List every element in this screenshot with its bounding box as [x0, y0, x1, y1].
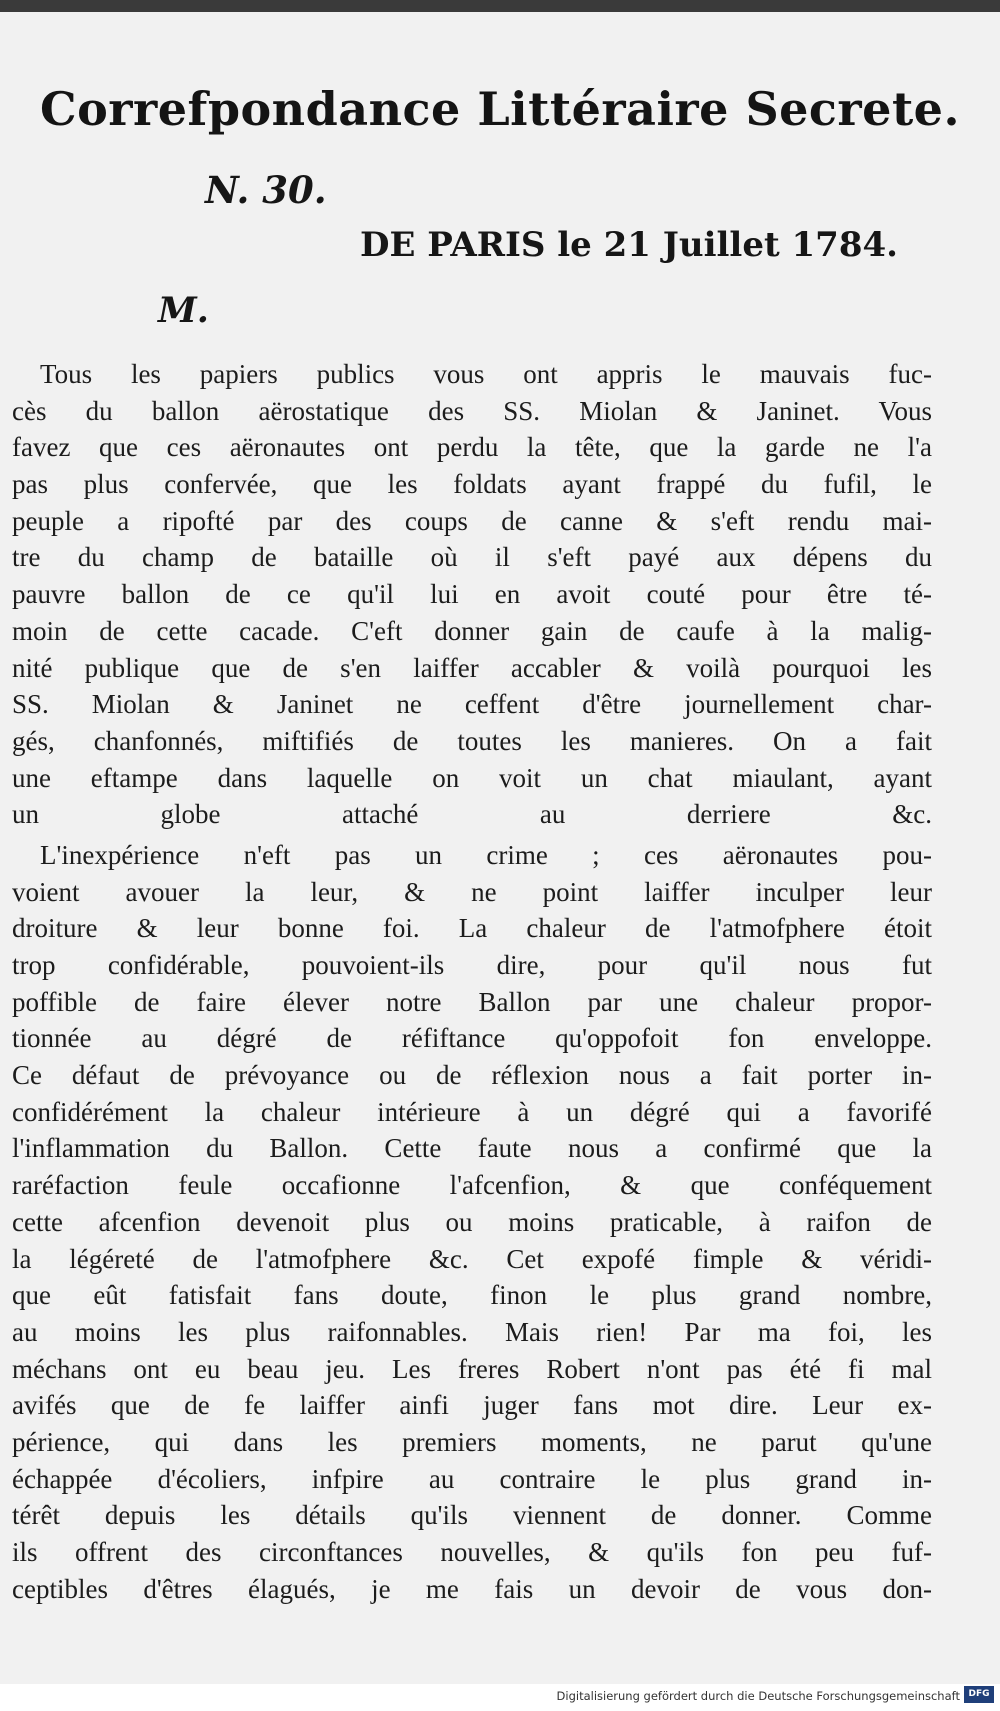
text-line: au moins les plus raifonnables. Mais rien! Par ma foi, les [12, 1316, 932, 1347]
text-line: Tous les papiers publics vous ont appris le mauvais fuc- [40, 359, 932, 389]
text-line: avifés que de fe laiffer ainfi juger fans mot dire. Leur ex- [12, 1390, 932, 1421]
text-line: tionnée au dégré de réfiftance qu'oppofoit fon enveloppe. [12, 1023, 932, 1054]
scan-top-edge [0, 0, 1000, 12]
text-line: L'inexpérience n'eft pas un crime ; ces aëronautes pou- [40, 839, 932, 870]
text-line: méchans ont eu beau jeu. Les freres Robert n'ont pas été fi mal [12, 1353, 932, 1384]
text-line: périence, qui dans les premiers moments, ne parut qu'une [12, 1426, 932, 1457]
text-line: l'inflammation du Ballon. Cette faute nous a confirmé que la [12, 1133, 932, 1164]
salutation: M. [158, 290, 209, 331]
text-line: moin de cette cacade. C'eft donner gain de caufe à la malig- [12, 615, 932, 646]
text-line: pauvre ballon de ce qu'il lui en avoit couté pour être té- [12, 579, 932, 610]
masthead-title: Correfpondance Littéraire Secrete. [40, 82, 960, 136]
text-line: échappée d'écoliers, infpire au contraire le plus grand in- [12, 1463, 932, 1494]
text-line: cès du ballon aërostatique des SS. Miolan & Janinet. Vous [12, 395, 932, 426]
text-line: pas plus confervée, que les foldats ayant frappé du fufil, le [12, 469, 932, 500]
text-line: cette afcenfion devenoit plus ou moins praticable, à raifon de [12, 1206, 932, 1237]
text-line: trop confidérable, pouvoient-ils dire, pour qu'il nous fut [12, 950, 932, 980]
text-line: nité publique que de s'en laiffer accabler & voilà pourquoi les [12, 652, 932, 683]
text-line: raréfaction feule occafionne l'afcenfion, & que conféquement [12, 1170, 932, 1201]
text-line: une eftampe dans laquelle on voit un chat miaulant, ayant [12, 762, 932, 793]
text-line: gés, chanfonnés, miftifiés de toutes les manieres. On a fait [12, 725, 932, 756]
text-line: la légéreté de l'atmofphere &c. Cet expofé fimple & véridi- [12, 1243, 932, 1274]
dfg-logo: DFG [964, 1686, 994, 1703]
text-line: ceptibles d'êtres élagués, je me fais un devoir de vous don- [12, 1573, 932, 1604]
text-line: térêt depuis les détails qu'ils viennent de donner. Comme [12, 1500, 932, 1531]
text-line: ils offrent des circonftances nouvelles, & qu'ils fon peu fuf- [12, 1537, 932, 1567]
issue-number: N. 30. [205, 168, 327, 212]
text-line: voient avouer la leur, & ne point laiffer inculper leur [12, 876, 932, 907]
text-line: Ce défaut de prévoyance ou de réflexion nous a fait porter in- [12, 1060, 932, 1091]
text-line: tre du champ de bataille où il s'eft payé aux dépens du [12, 542, 932, 573]
text-line: SS. Miolan & Janinet ne ceffent d'être journellement char- [12, 689, 932, 720]
article-body [12, 356, 932, 1607]
text-line: confidérément la chaleur intérieure à un dégré qui a favorifé [12, 1096, 932, 1127]
text-line: peuple a ripofté par des coups de canne & s'eft rendu mai- [12, 505, 932, 536]
text-line: droiture & leur bonne foi. La chaleur de l'atmofphere étoit [12, 913, 932, 944]
text-line: poffible de faire élever notre Ballon par une chaleur propor- [12, 986, 932, 1017]
text-line: que eût fatisfait fans doute, finon le plus grand nombre, [12, 1280, 932, 1311]
text-line: favez que ces aëronautes ont perdu la tête, que la garde ne l'a [12, 432, 932, 463]
digitization-credit: Digitalisierung gefördert durch die Deutsche Forschungsgemeinschaft [556, 1689, 960, 1703]
dateline: DE PARIS le 21 Juillet 1784. [360, 225, 898, 265]
text-line: un globe attaché au derriere &c. [12, 799, 932, 830]
